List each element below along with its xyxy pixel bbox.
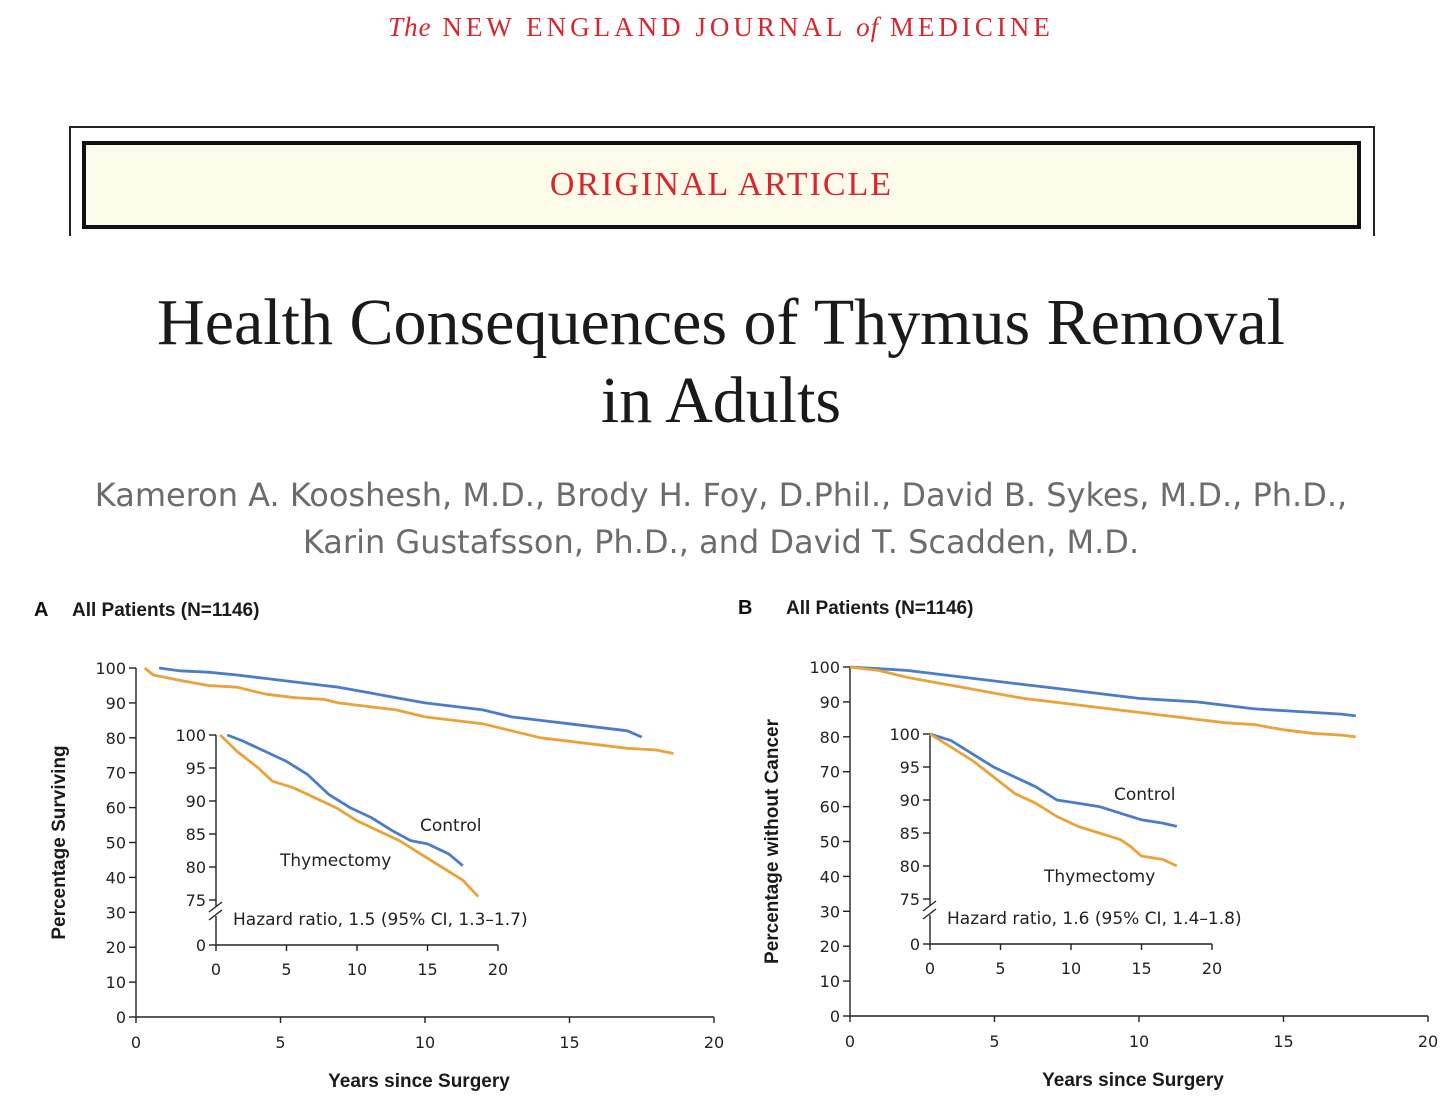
- inset-x-tick-label: 5: [281, 960, 292, 979]
- inset-x-tick-label: 20: [1201, 959, 1223, 978]
- x-tick-label: 5: [989, 1032, 1000, 1051]
- y-tick-label: 50: [819, 832, 840, 852]
- x-tick-label: 0: [844, 1032, 856, 1051]
- inset-x-tick-label: 20: [487, 960, 509, 979]
- x-tick-label: 15: [1273, 1032, 1294, 1051]
- inset-y-tick-label: 0: [195, 936, 206, 955]
- x-axis-title: Years since Surgery: [1042, 1070, 1224, 1091]
- masthead-of: of: [856, 12, 880, 42]
- x-tick-label: 15: [559, 1033, 580, 1052]
- y-tick-label: 100: [809, 658, 840, 677]
- y-tick-label: 80: [105, 728, 126, 748]
- inset-y-tick-label: 90: [899, 791, 920, 810]
- article-title-line-2: in Adults: [600, 364, 842, 437]
- x-tick-label: 10: [414, 1033, 436, 1052]
- series-line-thymectomy: [850, 667, 1356, 737]
- y-tick-label: 30: [105, 903, 126, 923]
- y-tick-label: 20: [819, 937, 840, 957]
- series-label-control: Control: [1114, 785, 1176, 805]
- inset-y-tick-label: 85: [899, 824, 920, 843]
- inset-chart: [175, 726, 527, 979]
- inset-y-tick-label: 85: [185, 825, 206, 844]
- y-tick-label: 90: [105, 693, 126, 713]
- masthead-medicine: MEDICINE: [889, 12, 1054, 42]
- y-tick-label: 80: [819, 727, 840, 747]
- series-label-thymectomy: Thymectomy: [1044, 867, 1156, 887]
- x-tick-label: 20: [703, 1033, 725, 1052]
- inset-chart: [889, 725, 1241, 978]
- x-axis-title: Years since Surgery: [328, 1071, 510, 1092]
- y-tick-label: 90: [819, 692, 840, 712]
- series-label-control: Control: [420, 816, 482, 836]
- series-line-control: [159, 668, 642, 737]
- series-label-thymectomy: Thymectomy: [280, 851, 392, 871]
- x-tick-label: 10: [1128, 1032, 1150, 1051]
- inset-y-tick-label: 80: [185, 858, 206, 877]
- hazard-ratio-annotation: Hazard ratio, 1.5 (95% CI, 1.3–1.7): [233, 910, 528, 930]
- article-type-label: ORIGINAL ARTICLE: [549, 166, 894, 203]
- hazard-ratio-annotation: Hazard ratio, 1.6 (95% CI, 1.4–1.8): [947, 909, 1242, 929]
- author-line-1: Kameron A. Kooshesh, M.D., Brody H. Foy, D.Phil., David B. Sykes, M.D., Ph.D.,: [94, 476, 1348, 514]
- y-tick-label: 70: [819, 762, 840, 782]
- y-tick-label: 50: [105, 833, 126, 853]
- y-tick-label: 10: [819, 972, 840, 992]
- y-axis-title: Percentage without Cancer: [762, 719, 783, 964]
- x-tick-label: 0: [130, 1033, 142, 1052]
- inset-y-tick-label: 90: [185, 792, 206, 811]
- inset-series-line-control: [227, 735, 462, 866]
- chart-panel-b: [738, 597, 1438, 1091]
- inset-y-tick-label: 100: [175, 726, 206, 745]
- inset-x-tick-label: 15: [417, 960, 438, 979]
- y-tick-label: 40: [105, 868, 126, 888]
- inset-y-tick-label: 75: [899, 890, 920, 909]
- y-tick-label: 0: [115, 1008, 126, 1027]
- masthead-journal-name: NEW ENGLAND JOURNAL: [442, 12, 846, 42]
- x-tick-label: 20: [1417, 1032, 1439, 1051]
- panel-letter: B: [738, 597, 753, 619]
- y-tick-label: 60: [105, 798, 126, 818]
- inset-x-tick-label: 0: [210, 960, 222, 979]
- panel-title: All Patients (N=1146): [72, 600, 260, 621]
- x-tick-label: 5: [275, 1033, 286, 1052]
- panel-letter: A: [34, 599, 49, 621]
- article-title-line-1: Health Consequences of Thymus Removal: [157, 286, 1285, 359]
- panel-title: All Patients (N=1146): [786, 598, 974, 619]
- y-axis-title: Percentage Surviving: [49, 745, 70, 940]
- inset-x-tick-label: 15: [1131, 959, 1152, 978]
- y-tick-label: 10: [105, 973, 126, 993]
- y-tick-label: 40: [819, 867, 840, 887]
- y-tick-label: 70: [105, 763, 126, 783]
- y-tick-label: 100: [95, 659, 126, 678]
- chart-panel-a: [34, 599, 724, 1092]
- inset-y-tick-label: 0: [909, 935, 920, 954]
- inset-y-tick-label: 95: [185, 759, 206, 778]
- inset-x-tick-label: 10: [1060, 959, 1082, 978]
- inset-x-tick-label: 10: [346, 960, 368, 979]
- y-tick-label: 60: [819, 797, 840, 817]
- author-line-2: Karin Gustafsson, Ph.D., and David T. Scadden, M.D.: [302, 523, 1140, 561]
- y-tick-label: 0: [829, 1007, 840, 1026]
- inset-y-tick-label: 80: [899, 857, 920, 876]
- inset-y-tick-label: 100: [889, 725, 920, 744]
- y-tick-label: 30: [819, 902, 840, 922]
- inset-y-tick-label: 95: [899, 758, 920, 777]
- inset-series-line-control: [930, 734, 1177, 826]
- inset-y-tick-label: 75: [185, 891, 206, 910]
- inset-x-tick-label: 0: [924, 959, 936, 978]
- masthead-the: The: [388, 12, 432, 42]
- inset-x-tick-label: 5: [995, 959, 1006, 978]
- y-tick-label: 20: [105, 938, 126, 958]
- series-line-thymectomy: [145, 668, 674, 754]
